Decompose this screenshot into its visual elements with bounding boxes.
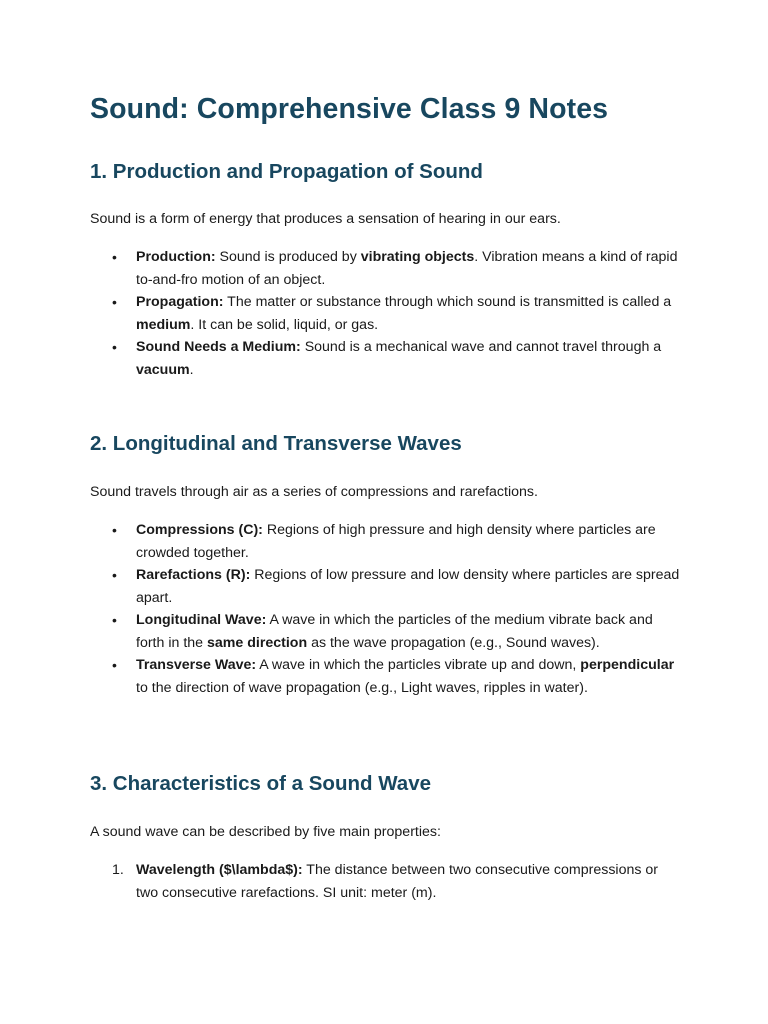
item-label: Propagation: — [136, 294, 224, 310]
item-text: The matter or substance through which sound is transmitted is called a — [223, 294, 672, 310]
list-item — [112, 609, 682, 654]
document-title: Sound: Comprehensive Class 9 Notes — [90, 93, 609, 125]
item-label: Wavelength ($\lambda$): — [136, 862, 303, 878]
bullet-list-production — [112, 246, 682, 381]
bullet-marker: • — [112, 657, 117, 673]
section-intro-waves: Sound travels through air as a series of compressions and rarefactions. — [90, 484, 538, 500]
item-label: Rarefactions (R): — [136, 567, 251, 583]
bullet-marker: • — [112, 612, 117, 628]
item-emphasis: perpendicular — [580, 657, 675, 673]
item-label: Sound Needs a Medium: — [136, 339, 301, 355]
item-text-tail: . Vibration means a kind of rapid to-and-fro motion of an object. — [136, 249, 678, 288]
item-text: The distance between two consecutive compressions or two consecutive rarefactions. SI unit: meter (m). — [136, 862, 659, 901]
list-item — [112, 291, 682, 336]
list-item — [112, 519, 682, 564]
list-item — [112, 654, 682, 699]
bullet-marker: • — [112, 567, 117, 583]
section-heading-waves: 2. Longitudinal and Transverse Waves — [90, 432, 462, 455]
item-text-tail: . — [189, 361, 194, 378]
item-text-tail: . It can be solid, liquid, or gas. — [190, 316, 379, 333]
bullet-list-waves — [112, 519, 682, 699]
item-label: Transverse Wave: — [136, 657, 257, 673]
bullet-marker: • — [112, 522, 117, 538]
item-emphasis: vibrating objects — [360, 249, 475, 265]
list-item — [112, 246, 682, 291]
item-emphasis: vacuum — [136, 361, 190, 378]
item-text: Sound is produced by — [215, 249, 361, 265]
item-text: A wave in which the particles vibrate up and down, — [256, 657, 581, 673]
item-text: A wave in which the particles of the medium vibrate back and forth in the — [136, 612, 653, 651]
number-marker: 1. — [112, 862, 124, 878]
item-text: Regions of low pressure and low density where particles are spread apart. — [136, 567, 680, 606]
item-text: Sound is a mechanical wave and cannot travel through a — [300, 339, 662, 355]
item-label: Longitudinal Wave: — [136, 612, 267, 628]
item-emphasis: medium — [136, 316, 191, 333]
section-heading-production: 1. Production and Propagation of Sound — [90, 160, 483, 183]
section-intro-characteristics: A sound wave can be described by five main properties: — [90, 824, 441, 840]
item-label: Compressions (C): — [136, 522, 263, 538]
numbered-list-characteristics — [112, 859, 682, 904]
item-text-tail: to the direction of wave propagation (e.g., Light waves, ripples in water). — [136, 679, 588, 696]
list-item — [112, 564, 682, 609]
bullet-marker: • — [112, 294, 117, 310]
list-item — [112, 859, 682, 904]
section-heading-characteristics: 3. Characteristics of a Sound Wave — [90, 772, 432, 795]
list-item — [112, 336, 682, 381]
bullet-marker: • — [112, 249, 117, 265]
bullet-marker: • — [112, 339, 117, 355]
item-emphasis: same direction — [206, 634, 308, 651]
item-text: Regions of high pressure and high density where particles are crowded together. — [136, 522, 656, 561]
section-intro-production: Sound is a form of energy that produces a sensation of hearing in our ears. — [90, 211, 561, 227]
item-text-tail: as the wave propagation (e.g., Sound waves). — [307, 634, 600, 651]
item-label: Production: — [136, 249, 216, 265]
